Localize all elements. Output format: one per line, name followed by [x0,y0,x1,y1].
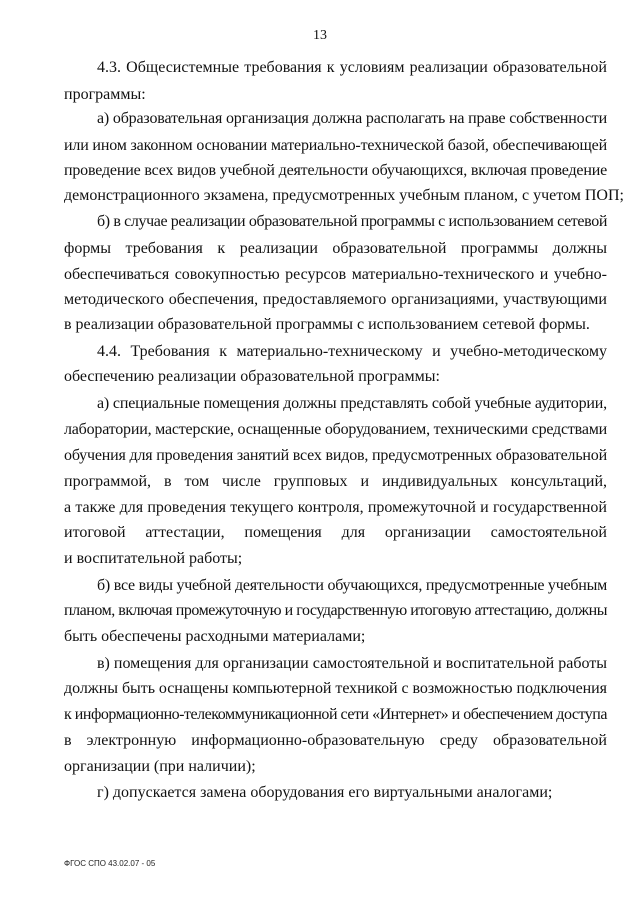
word: том [184,473,210,490]
text-line: или ином законном основании материально-технической базой, обеспечивающей [64,137,607,154]
text-line: г) допускается замена оборудования его виртуальными аналогами; [97,784,553,801]
word: программой, [64,473,152,490]
word: организации [384,524,471,541]
footer-code: ФГОС СПО 43.02.07 - 05 [64,859,156,868]
text-line: демонстрационного экзамена, предусмотренных учебным планом, с учетом ПОП; [64,187,624,204]
page-number: 13 [313,28,327,43]
text-line: лаборатории, мастерские, оснащенные оборудованием, техническими средствами [64,421,607,438]
text-line: обеспечиваться совокупностью ресурсов материально-технического и учебно- [64,266,607,283]
text-line: проведение всех видов учебной деятельности обучающихся, включая проведение [64,162,607,179]
text-line: обеспечению реализации образовательной программы: [64,368,440,385]
text-line: программы: [64,86,146,103]
text-line: методического обеспечения, предоставляемого организациями, участвующими [64,291,607,308]
word: для [341,524,366,541]
word: реализации [239,240,318,257]
word: образовательной [332,240,447,257]
text-line: организации (при наличии); [64,758,256,775]
word: в [64,732,72,749]
word: числе [222,473,261,490]
text-line [64,473,607,491]
word: электронную [86,732,177,749]
word: в [163,473,172,490]
text-line: в реализации образовательной программы с использованием сетевой формы. [64,316,590,333]
text-line: а) специальные помещения должны представлять собой учебные аудитории, [97,395,607,412]
word: формы [64,240,111,257]
text-line [64,732,607,750]
word: информационно-образовательную [191,732,425,749]
text-line: и воспитательной работы; [64,550,243,567]
word: итоговой [64,524,126,541]
text-line: а также для проведения текущего контроля, промежуточной и государственной [64,499,607,516]
text-line: б) все виды учебной деятельности обучающихся, предусмотренные учебным [97,577,607,594]
text-line: 4.4. Требования к материально-техническому и учебно-методическому [97,343,607,360]
text-line [64,524,607,542]
word: самостоятельной [490,524,607,541]
word: требования [125,240,203,257]
word: программы [460,240,539,257]
text-line: планом, включая промежуточную и государственную итоговую аттестацию, должны [64,602,607,619]
text-line: в) помещения для организации самостоятельной и воспитательной работы [97,655,607,672]
text-line: обучения для проведения занятий всех видов, предусмотренных образовательной [64,447,608,464]
word: помещения [244,524,322,541]
word: должны [552,240,607,257]
word: среду [439,732,478,749]
word: к [217,240,226,257]
word: групповых [273,473,348,490]
word: образовательной [492,732,607,749]
text-line [64,240,607,258]
text-line: б) в случае реализации образовательной программы с использованием сетевой [97,213,608,230]
word: аттестации, [145,524,225,541]
text-line: а) образовательная организация должна располагать на праве собственности [97,110,607,127]
word: и [360,473,370,490]
word: индивидуальных [381,473,498,490]
text-line: к информационно-телекоммуникационной сети «Интернет» и обеспечением доступа [64,706,608,723]
text-line: должны быть оснащены компьютерной техникой с возможностью подключения [64,680,607,697]
text-line: быть обеспечены расходными материалами; [64,628,366,645]
text-line: 4.3. Общесистемные требования к условиям реализации образовательной [97,59,607,76]
word: консультаций, [510,473,607,490]
